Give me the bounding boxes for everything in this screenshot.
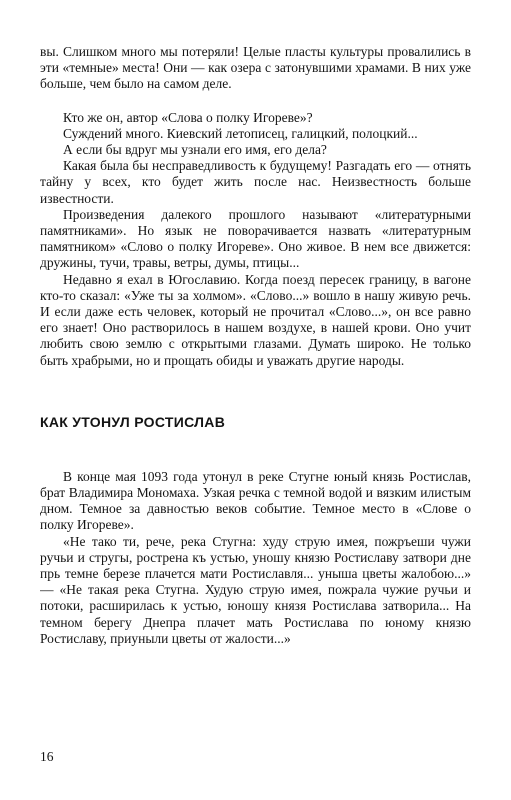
- paragraph-injustice: Какая была бы несправедливость к будущему! Разгадать его — отнять тайну у всех, кто будет жить после нас. Неизвестность больше известности.: [40, 158, 471, 206]
- page-number: 16: [40, 749, 54, 764]
- paragraph-stugna-quote: «Не тако ти, рече, река Стугна: худу струю имея, пожръеши чужи ручьи и стругы, рострена къ устью, уношу князю Ростиславу затвори дне прь темне березе плачется мати Ростиславля... уныша цветы жалобою...» — «Не такая река Стугна. Худую струю имея, пожрала чужие ручьи и потоки, расширилась к устью, юношу князя Ростислава затворила... На темном берегу Днепра плачет мать Ростислава по юному князю Ростиславу, приуныли цветы от жалости...»: [40, 533, 471, 646]
- section-heading: КАК УТОНУЛ РОСТИСЛАВ: [40, 413, 226, 430]
- paragraph-if-known: А если бы вдруг мы узнали его имя, его дела?: [63, 142, 327, 158]
- book-page: [40, 44, 471, 764]
- paragraph-continuation: вы. Слишком много мы потеряли! Целые пласты культуры провалились в эти «темные» места! Они — как озера с затонувшими храмами. В них уже больше, чем было на самом деле.: [40, 44, 471, 92]
- paragraph-opinions: Суждений много. Киевский летописец, галицкий, полоцкий...: [63, 125, 418, 141]
- paragraph-yugoslavia: Недавно я ехал в Югославию. Когда поезд пересек границу, в вагоне кто-то сказал: «Уже ты за холмом». «Слово...» вошло в нашу живую речь. И если даже есть человек, который не прочитал «Слово...», он все равно его знает! Оно растворилось в нашем воздухе, в нашей крови. Оно учит любить свою землю с открытыми глазами. Думать широко. Не только быть храбрыми, но и прощать обиды и уважать другие народы.: [40, 271, 471, 368]
- paragraph-question: Кто же он, автор «Слова о полку Игореве»?: [63, 109, 313, 125]
- paragraph-rostislav-drowned: В конце мая 1093 года утонул в реке Стугне юный князь Ростислав, брат Владимира Мономаха. Узкая речка с темной водой и вязким илистым дном. Темное за давностью веков событие. Темное место в «Слове о полку Игореве».: [40, 468, 471, 533]
- paragraph-monuments: Произведения далекого прошлого называют «литературными памятниками». Но язык не поворачивается назвать «литературным памятником» «Слово о полку Игореве». Оно живое. В нем все движется: дружины, тучи, травы, ветры, думы, птицы...: [40, 206, 471, 271]
